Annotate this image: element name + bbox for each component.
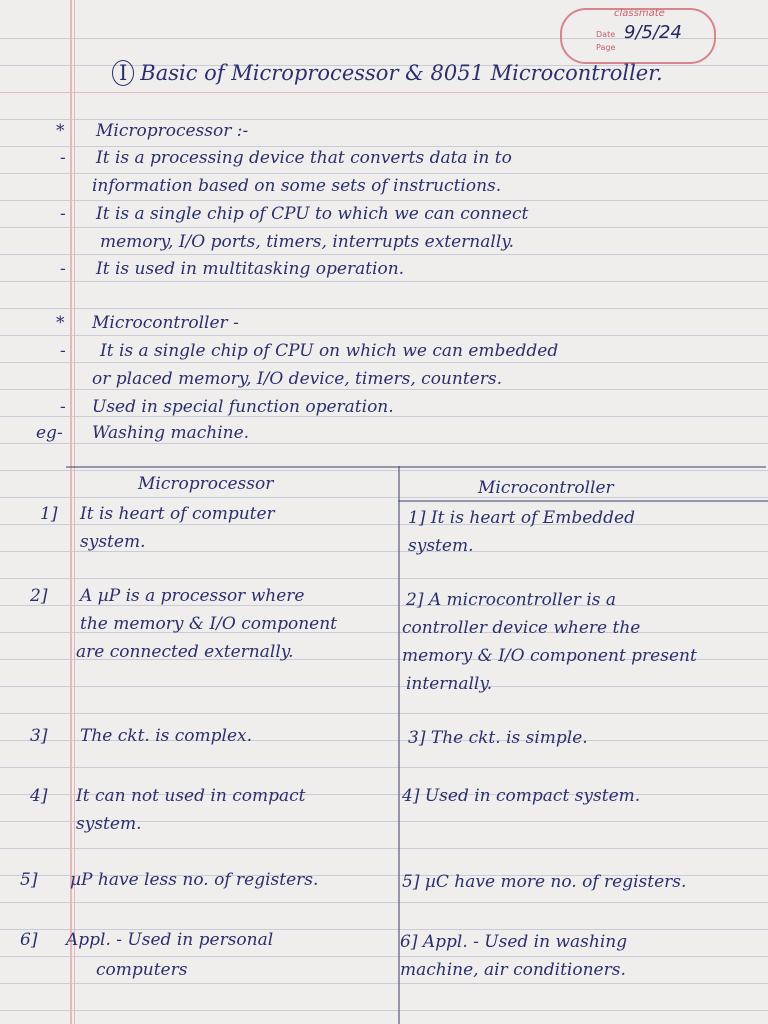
microprocessor-point-1-line-1: It is a processing device that converts data in to	[96, 148, 512, 168]
point-bullet: -	[60, 148, 66, 168]
row6-right-line1: 6] Appl. - Used in washing	[400, 932, 628, 952]
row1-left-line1: It is heart of computer	[80, 504, 275, 524]
row3-left-line1: The ckt. is complex.	[80, 726, 253, 746]
row2-left-line1: A µP is a processor where	[80, 586, 305, 606]
row4-left-line2: system.	[76, 814, 142, 834]
microprocessor-heading: Microprocessor :-	[96, 121, 249, 141]
row6-left-line2: computers	[96, 960, 188, 980]
table-header-microprocessor: Microprocessor	[138, 474, 274, 494]
table-top-rule	[66, 466, 766, 468]
header-rule	[0, 92, 768, 93]
point-bullet: -	[60, 341, 66, 361]
row4-left-line1: It can not used in compact	[76, 786, 306, 806]
row2-right-line3: memory & I/O component present	[402, 646, 697, 666]
row-number: 6]	[20, 930, 38, 950]
row-number: 5]	[20, 870, 38, 890]
row-number: 1]	[40, 504, 58, 524]
stamp-date-value: 9/5/24	[624, 22, 682, 43]
row2-left-line2: the memory & I/O component	[80, 614, 338, 634]
row1-left-line2: system.	[80, 532, 146, 552]
row-number: 3]	[30, 726, 48, 746]
microprocessor-point-3-line-1: It is used in multitasking operation.	[96, 259, 405, 279]
stamp-brand: classmate	[614, 8, 665, 19]
point-bullet: -	[60, 397, 66, 417]
title-number: I	[112, 60, 134, 86]
row1-right-line2: system.	[408, 536, 474, 556]
stamp-date-label: Date	[596, 30, 616, 39]
row2-left-line3: are connected externally.	[76, 642, 294, 662]
row5-left-line1: µP have less no. of registers.	[70, 870, 319, 890]
example-label: eg-	[36, 423, 63, 443]
microcontroller-example: Washing machine.	[92, 423, 250, 443]
row2-right-line4: internally.	[406, 674, 493, 694]
point-bullet: -	[60, 259, 66, 279]
row2-right-line1: 2] A microcontroller is a	[406, 590, 617, 610]
row6-left-line1: Appl. - Used in personal	[66, 930, 274, 950]
row1-right-line1: 1] It is heart of Embedded	[408, 508, 635, 528]
row-number: 4]	[30, 786, 48, 806]
table-header-microcontroller: Microcontroller	[478, 478, 614, 498]
row-number: 2]	[30, 586, 48, 606]
title-text: Basic of Microprocessor & 8051 Microcontroller.	[140, 61, 663, 85]
microcontroller-point-1-line-1: It is a single chip of CPU on which we can embedded	[100, 341, 559, 361]
row4-right-line1: 4] Used in compact system.	[402, 786, 641, 806]
row5-right-line1: 5] µC have more no. of registers.	[402, 872, 687, 892]
microcontroller-point-2-line-1: Used in special function operation.	[92, 397, 394, 417]
section-star-bullet: *	[56, 313, 65, 333]
section-star-bullet: *	[56, 121, 65, 141]
microprocessor-point-2-line-2: memory, I/O ports, timers, interrupts externally.	[100, 232, 515, 252]
row6-right-line2: machine, air conditioners.	[400, 960, 626, 980]
page-title	[112, 60, 663, 86]
row3-right-line1: 3] The ckt. is simple.	[408, 728, 588, 748]
table-header-rule	[398, 500, 768, 502]
microcontroller-heading: Microcontroller -	[92, 313, 239, 333]
microprocessor-point-2-line-1: It is a single chip of CPU to which we can connect	[96, 204, 529, 224]
row2-right-line2: controller device where the	[402, 618, 641, 638]
stamp-page-label: Page	[596, 43, 616, 52]
microcontroller-point-1-line-2: or placed memory, I/O device, timers, counters.	[92, 369, 502, 389]
point-bullet: -	[60, 204, 66, 224]
microprocessor-point-1-line-2: information based on some sets of instructions.	[92, 176, 502, 196]
date-stamp	[560, 8, 716, 64]
